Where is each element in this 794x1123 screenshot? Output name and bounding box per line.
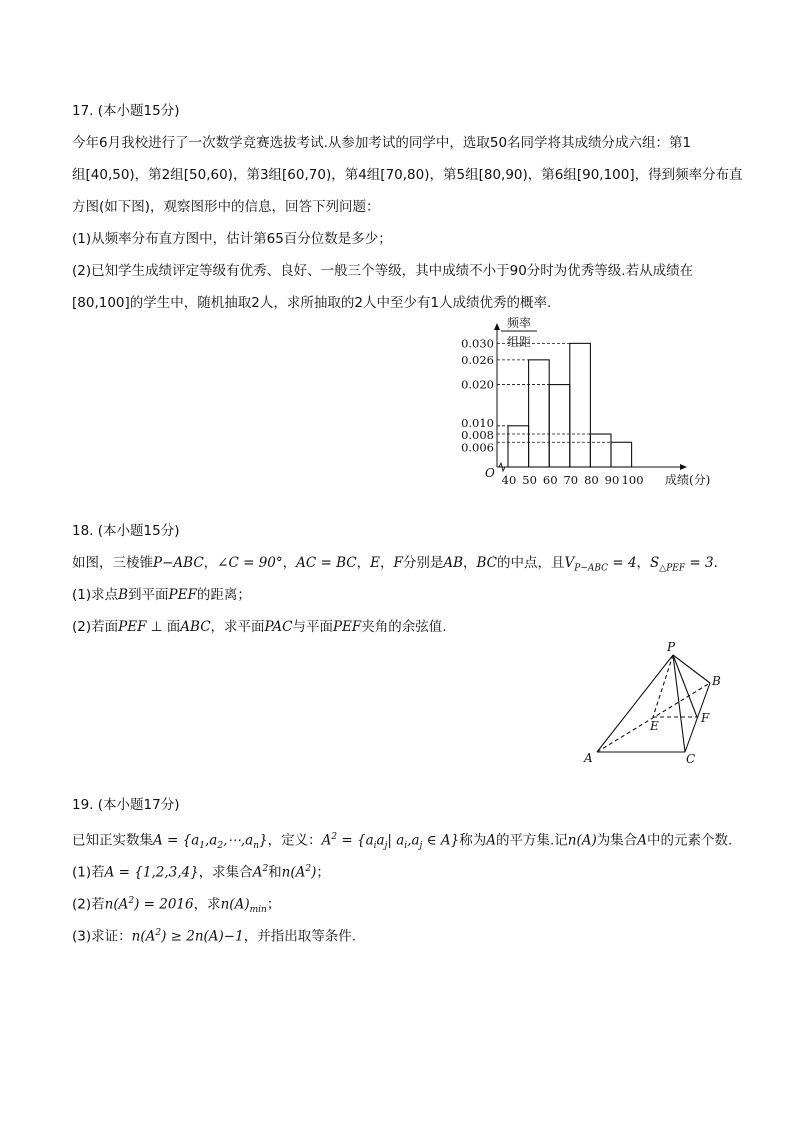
q19-math: ,a <box>205 832 218 849</box>
q19-text: ，定义： <box>267 832 322 849</box>
q19-math: n(A <box>281 864 306 881</box>
q18-text: 与平面 <box>292 619 333 635</box>
x-tick-label: 100 <box>621 473 644 487</box>
q18-text: ，求平面 <box>210 619 265 635</box>
q18-text: (1)求点 <box>72 587 119 603</box>
label-E: E <box>650 719 659 733</box>
q19-text: 为集合 <box>596 832 638 849</box>
frequency-histogram <box>0 310 794 510</box>
q19-math: A <box>486 832 496 849</box>
q17-line-4: (1)从频率分布直方图中，估计第65百分位数是多少； <box>72 231 392 247</box>
q18-text: ， <box>636 555 651 571</box>
label-B: B <box>712 674 721 688</box>
q19-line-4 <box>72 924 356 946</box>
q19-superscript: 2 <box>128 896 135 906</box>
q17-line-2: 组[40,50)，第2组[50,60)，第3组[60,70)，第4组[70,80)，第5组[80,90)，第6组[90,100]，得到频率分布直 <box>72 167 743 183</box>
q18-subscript: P−ABC <box>574 563 609 574</box>
q19-superscript: 2 <box>262 864 269 874</box>
q18-text: 夹角的余弦值. <box>361 619 447 635</box>
q19-math: n(A) <box>220 896 250 913</box>
q19-subscript: j <box>419 841 423 852</box>
q19-text: 的平方集.记 <box>496 832 568 849</box>
q19-math: A = {a <box>153 832 200 849</box>
histogram-bar <box>549 385 570 467</box>
pyramid-figure <box>0 635 794 775</box>
x-tick-label: 40 <box>501 473 517 487</box>
q18-math: F <box>393 555 403 571</box>
histogram-guides <box>497 343 611 442</box>
y-tick-label: 0.030 <box>461 336 494 351</box>
histogram-bar <box>508 426 529 467</box>
q18-text: ， <box>356 555 371 571</box>
q18-math: ABC <box>180 619 211 635</box>
q19-text: ； <box>266 896 281 913</box>
q19-text: (1)若 <box>72 864 105 881</box>
q17-line-3: 方图(如下图)，观察图形中的信息，回答下列问题： <box>72 199 380 215</box>
q18-math: = 4 <box>608 555 637 571</box>
y-label-numerator: 频率 <box>506 316 532 330</box>
q18-line-2 <box>72 586 251 604</box>
x-tick-label: 70 <box>563 473 579 487</box>
y-tick-label: 0.006 <box>461 440 494 455</box>
q18-text: ， <box>203 555 218 571</box>
y-axis-arrow <box>494 323 500 330</box>
y-tick-label: 0.008 <box>461 428 494 443</box>
q19-subscript: i <box>404 841 408 852</box>
q18-math: = 3 <box>685 555 714 571</box>
q19-subscript: min <box>249 905 267 916</box>
q18-math: PEF <box>168 587 197 603</box>
x-tick-label: 60 <box>542 473 558 487</box>
q19-math: ) <box>311 864 317 881</box>
y-tick-label: 0.020 <box>461 377 494 392</box>
x-axis-label: 成绩(分) <box>665 473 711 487</box>
q18-math: S <box>650 555 660 571</box>
q19-superscript: 2 <box>155 928 162 938</box>
q19-math: } <box>259 832 268 849</box>
q18-text: 到平面 <box>128 587 169 603</box>
q19-text: 和 <box>268 864 282 881</box>
q19-subscript: i <box>373 841 377 852</box>
label-F: F <box>701 711 710 725</box>
q19-header: 19. (本小题17分) <box>72 797 180 813</box>
q19-text: ，并指出取等条件. <box>243 928 357 945</box>
q19-math: a <box>376 832 385 849</box>
q19-math: ) ≥ 2n(A)−1 <box>161 928 244 945</box>
x-tick-label: 80 <box>584 473 599 487</box>
y-label-denominator: 组距 <box>506 335 532 349</box>
q18-text: ， <box>379 555 394 571</box>
histogram-bars <box>508 343 632 467</box>
q18-header: 18. (本小题15分) <box>72 523 180 539</box>
q18-text: 的中点，且 <box>497 555 565 571</box>
q17-line-6: [80,100]的学生中，随机抽取2人，求所抽取的2人中至少有1人成绩优秀的概率. <box>72 295 552 311</box>
histogram-labels <box>461 315 710 487</box>
histogram-bar <box>590 434 611 467</box>
q18-math: ∠C = 90° <box>217 555 283 571</box>
q18-text: . <box>713 555 718 571</box>
q18-math: PEF <box>118 619 147 635</box>
q19-math: A <box>321 832 332 849</box>
origin-label: O <box>485 466 495 480</box>
q18-math: PEF <box>332 619 362 635</box>
q19-superscript: 2 <box>331 832 338 842</box>
q19-math: n(A) <box>567 832 597 849</box>
q19-subscript: j <box>384 841 388 852</box>
q18-text: 的距离； <box>196 587 251 603</box>
q19-math: ,a <box>407 832 420 849</box>
q17-line-5: (2)已知学生成绩评定等级有优秀、良好、一般三个等级，其中成绩不小于90分时为优秀等级.若从成绩在 <box>72 263 694 279</box>
q19-text: ，求 <box>193 896 221 913</box>
q19-line-2 <box>72 860 330 882</box>
q19-text: 已知正实数集 <box>72 832 153 849</box>
q19-math: ) = 2016 <box>134 896 194 913</box>
q19-text: (3)求证： <box>72 928 132 945</box>
q19-line-3 <box>72 892 280 919</box>
q19-math: n(A <box>104 896 129 913</box>
q18-line-1 <box>72 554 718 578</box>
y-tick-label: 0.010 <box>461 415 494 430</box>
q18-math: V <box>564 555 575 571</box>
q18-math: AC = BC <box>296 555 357 571</box>
q18-math: BC <box>476 555 498 571</box>
q19-text: 称为 <box>459 832 487 849</box>
q18-math: PAC <box>264 619 293 635</box>
q19-math: n(A <box>131 928 156 945</box>
q18-subscript: △PEF <box>659 563 686 574</box>
q18-math: E <box>370 555 380 571</box>
q19-math: ∈ A} <box>422 832 460 849</box>
q19-math: A <box>637 832 648 849</box>
q19-math: A <box>252 864 263 881</box>
q18-text: ， <box>282 555 297 571</box>
q17-header: 17. (本小题15分) <box>72 103 180 119</box>
q19-superscript: 2 <box>305 864 312 874</box>
y-tick-label: 0.026 <box>461 352 494 367</box>
histogram-bar <box>611 442 632 467</box>
q18-text: 分别是 <box>402 555 444 571</box>
histogram-bar <box>570 343 591 467</box>
q18-math: P−ABC <box>153 555 204 571</box>
histogram-bar <box>529 360 550 467</box>
q19-subscript: n <box>253 841 260 852</box>
q18-text: ⊥ 面 <box>146 619 181 635</box>
x-axis-arrow <box>680 464 687 470</box>
q18-math: B <box>118 587 129 603</box>
q18-math: AB <box>443 555 464 571</box>
label-C: C <box>686 752 696 766</box>
q19-math: | a <box>387 832 405 849</box>
q19-math: = {a <box>337 832 374 849</box>
x-tick-label: 50 <box>522 473 537 487</box>
q19-math: A = {1,2,3,4} <box>104 864 199 881</box>
label-A: A <box>584 751 593 765</box>
label-P: P <box>667 640 676 654</box>
q18-text: (2)若面 <box>72 619 119 635</box>
q19-subscript: 2 <box>217 841 224 852</box>
q19-math: ,⋯,a <box>223 832 254 849</box>
q19-line-1 <box>72 828 732 855</box>
q19-text: (2)若 <box>72 896 105 913</box>
x-tick-label: 90 <box>604 473 620 487</box>
q18-text: 如图，三棱锥 <box>72 555 153 571</box>
edge-PA <box>597 655 673 752</box>
q19-text: 中的元素个数. <box>647 832 733 849</box>
q18-text: ， <box>463 555 477 571</box>
q19-text: ； <box>316 864 330 881</box>
q19-text: ，求集合 <box>198 864 253 881</box>
q17-line-1: 今年6月我校进行了一次数学竞赛选拔考试.从参加考试的同学中，选取50名同学将其成绩分成六组：第1 <box>72 135 692 151</box>
q18-line-3 <box>72 618 447 636</box>
q19-subscript: 1 <box>199 841 206 852</box>
